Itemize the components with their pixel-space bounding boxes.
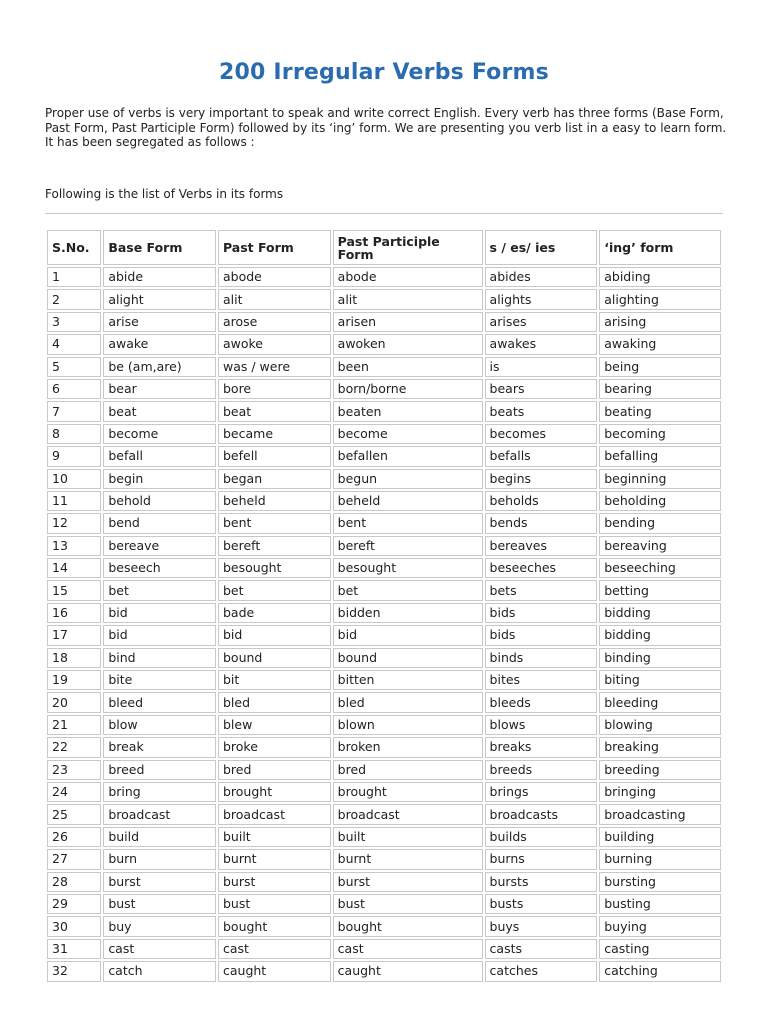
past-form-cell: abode [218,267,331,287]
past-form-cell: caught [218,961,331,981]
ing-form-cell: befalling [599,446,721,466]
header-ing-form: ‘ing’ form [599,230,721,265]
past-form-cell: beat [218,401,331,421]
past-form-cell: beheld [218,491,331,511]
past-participle-cell: arisen [333,312,483,332]
table-row [47,491,721,511]
past-participle-cell: awoken [333,334,483,354]
base-form-cell: blow [103,715,216,735]
ing-form-cell: arising [599,312,721,332]
ing-form-cell: binding [599,648,721,668]
past-participle-cell: burnt [333,849,483,869]
table-row [47,536,721,556]
verb-forms-table [45,228,723,984]
s-es-ies-cell: breaks [485,737,598,757]
past-participle-cell: built [333,827,483,847]
base-form-cell: arise [103,312,216,332]
past-form-cell: bought [218,916,331,936]
s-es-ies-cell: is [485,357,598,377]
past-form-cell: broke [218,737,331,757]
table-row [47,782,721,802]
past-form-cell: bled [218,692,331,712]
past-participle-cell: bled [333,692,483,712]
past-form-cell: bust [218,894,331,914]
table-row [47,827,721,847]
s-es-ies-cell: builds [485,827,598,847]
past-participle-cell: been [333,357,483,377]
s-es-ies-cell: bites [485,670,598,690]
serial-number-cell: 32 [47,961,101,981]
table-row [47,849,721,869]
ing-form-cell: buying [599,916,721,936]
table-row [47,625,721,645]
table-row [47,804,721,824]
base-form-cell: awake [103,334,216,354]
serial-number-cell: 23 [47,760,101,780]
past-participle-cell: begun [333,469,483,489]
past-participle-cell: burst [333,872,483,892]
s-es-ies-cell: broadcasts [485,804,598,824]
ing-form-cell: bleeding [599,692,721,712]
past-participle-cell: cast [333,939,483,959]
ing-form-cell: blowing [599,715,721,735]
past-form-cell: built [218,827,331,847]
past-form-cell: awoke [218,334,331,354]
base-form-cell: buy [103,916,216,936]
past-form-cell: blew [218,715,331,735]
s-es-ies-cell: bids [485,625,598,645]
header-past-participle: Past Participle Form [333,230,483,265]
past-form-cell: bound [218,648,331,668]
past-participle-cell: beheld [333,491,483,511]
serial-number-cell: 19 [47,670,101,690]
table-row [47,401,721,421]
past-form-cell: brought [218,782,331,802]
past-form-cell: bet [218,580,331,600]
ing-form-cell: beginning [599,469,721,489]
serial-number-cell: 8 [47,424,101,444]
table-row [47,469,721,489]
past-form-cell: was / were [218,357,331,377]
base-form-cell: bear [103,379,216,399]
ing-form-cell: bending [599,513,721,533]
header-past-form: Past Form [218,230,331,265]
s-es-ies-cell: bursts [485,872,598,892]
intro-paragraph: Proper use of verbs is very important to speak and write correct English. Every verb has three forms (Base Form, Past Form, Past Participle Form) followed by its ‘ing’ form. We are presenting you verb list in a easy to learn form. It has been segregated as follows : [45,106,727,149]
ing-form-cell: broadcasting [599,804,721,824]
base-form-cell: behold [103,491,216,511]
past-participle-cell: besought [333,558,483,578]
base-form-cell: build [103,827,216,847]
past-participle-cell: bereft [333,536,483,556]
table-row [47,379,721,399]
base-form-cell: burst [103,872,216,892]
table-row [47,267,721,287]
past-form-cell: arose [218,312,331,332]
past-participle-cell: beaten [333,401,483,421]
serial-number-cell: 25 [47,804,101,824]
past-form-cell: became [218,424,331,444]
ing-form-cell: biting [599,670,721,690]
ing-form-cell: casting [599,939,721,959]
s-es-ies-cell: befalls [485,446,598,466]
serial-number-cell: 28 [47,872,101,892]
table-row [47,916,721,936]
ing-form-cell: alighting [599,289,721,309]
serial-number-cell: 14 [47,558,101,578]
s-es-ies-cell: awakes [485,334,598,354]
past-participle-cell: bred [333,760,483,780]
ing-form-cell: becoming [599,424,721,444]
past-form-cell: bade [218,603,331,623]
base-form-cell: bleed [103,692,216,712]
ing-form-cell: breaking [599,737,721,757]
s-es-ies-cell: buys [485,916,598,936]
ing-form-cell: catching [599,961,721,981]
past-form-cell: befell [218,446,331,466]
s-es-ies-cell: bears [485,379,598,399]
serial-number-cell: 1 [47,267,101,287]
past-form-cell: bid [218,625,331,645]
base-form-cell: catch [103,961,216,981]
serial-number-cell: 12 [47,513,101,533]
serial-number-cell: 31 [47,939,101,959]
header-s-es-ies: s / es/ ies [485,230,598,265]
s-es-ies-cell: blows [485,715,598,735]
table-row [47,872,721,892]
s-es-ies-cell: beseeches [485,558,598,578]
ing-form-cell: being [599,357,721,377]
ing-form-cell: bidding [599,603,721,623]
base-form-cell: bend [103,513,216,533]
serial-number-cell: 29 [47,894,101,914]
base-form-cell: beat [103,401,216,421]
s-es-ies-cell: becomes [485,424,598,444]
past-form-cell: bereft [218,536,331,556]
table-row [47,670,721,690]
base-form-cell: become [103,424,216,444]
table-row [47,513,721,533]
past-form-cell: alit [218,289,331,309]
s-es-ies-cell: catches [485,961,598,981]
serial-number-cell: 17 [47,625,101,645]
table-row [47,357,721,377]
base-form-cell: burn [103,849,216,869]
s-es-ies-cell: arises [485,312,598,332]
serial-number-cell: 13 [47,536,101,556]
past-form-cell: began [218,469,331,489]
past-form-cell: cast [218,939,331,959]
table-row [47,939,721,959]
ing-form-cell: busting [599,894,721,914]
s-es-ies-cell: bereaves [485,536,598,556]
serial-number-cell: 21 [47,715,101,735]
s-es-ies-cell: busts [485,894,598,914]
s-es-ies-cell: brings [485,782,598,802]
past-participle-cell: bidden [333,603,483,623]
past-participle-cell: bought [333,916,483,936]
table-row [47,312,721,332]
base-form-cell: alight [103,289,216,309]
ing-form-cell: bearing [599,379,721,399]
past-participle-cell: bitten [333,670,483,690]
table-row [47,648,721,668]
serial-number-cell: 20 [47,692,101,712]
s-es-ies-cell: bets [485,580,598,600]
serial-number-cell: 27 [47,849,101,869]
past-participle-cell: befallen [333,446,483,466]
past-participle-cell: become [333,424,483,444]
base-form-cell: befall [103,446,216,466]
header-serial-number: S.No. [47,230,101,265]
ing-form-cell: betting [599,580,721,600]
base-form-cell: breed [103,760,216,780]
serial-number-cell: 22 [47,737,101,757]
s-es-ies-cell: casts [485,939,598,959]
s-es-ies-cell: alights [485,289,598,309]
past-form-cell: broadcast [218,804,331,824]
base-form-cell: beseech [103,558,216,578]
s-es-ies-cell: burns [485,849,598,869]
base-form-cell: broadcast [103,804,216,824]
base-form-cell: bite [103,670,216,690]
past-form-cell: bore [218,379,331,399]
ing-form-cell: beating [599,401,721,421]
past-participle-cell: bound [333,648,483,668]
s-es-ies-cell: breeds [485,760,598,780]
page-title: 200 Irregular Verbs Forms [219,60,549,85]
ing-form-cell: breeding [599,760,721,780]
serial-number-cell: 7 [47,401,101,421]
base-form-cell: bid [103,625,216,645]
table-row [47,334,721,354]
past-form-cell: burst [218,872,331,892]
base-form-cell: be (am,are) [103,357,216,377]
past-form-cell: bit [218,670,331,690]
serial-number-cell: 10 [47,469,101,489]
base-form-cell: bring [103,782,216,802]
base-form-cell: bust [103,894,216,914]
ing-form-cell: bidding [599,625,721,645]
s-es-ies-cell: beats [485,401,598,421]
base-form-cell: bid [103,603,216,623]
s-es-ies-cell: begins [485,469,598,489]
ing-form-cell: bringing [599,782,721,802]
past-form-cell: bred [218,760,331,780]
table-body [47,267,721,982]
serial-number-cell: 9 [47,446,101,466]
ing-form-cell: building [599,827,721,847]
s-es-ies-cell: bleeds [485,692,598,712]
past-participle-cell: bent [333,513,483,533]
serial-number-cell: 24 [47,782,101,802]
s-es-ies-cell: abides [485,267,598,287]
serial-number-cell: 16 [47,603,101,623]
past-form-cell: besought [218,558,331,578]
table-row [47,580,721,600]
serial-number-cell: 2 [47,289,101,309]
s-es-ies-cell: beholds [485,491,598,511]
serial-number-cell: 5 [47,357,101,377]
past-participle-cell: abode [333,267,483,287]
serial-number-cell: 18 [47,648,101,668]
table-row [47,715,721,735]
past-form-cell: burnt [218,849,331,869]
serial-number-cell: 4 [47,334,101,354]
past-participle-cell: alit [333,289,483,309]
table-row [47,558,721,578]
table-row [47,961,721,981]
past-participle-cell: caught [333,961,483,981]
base-form-cell: abide [103,267,216,287]
list-caption: Following is the list of Verbs in its forms [45,187,284,201]
serial-number-cell: 15 [47,580,101,600]
ing-form-cell: awaking [599,334,721,354]
s-es-ies-cell: binds [485,648,598,668]
table-row [47,692,721,712]
base-form-cell: bind [103,648,216,668]
ing-form-cell: beseeching [599,558,721,578]
past-participle-cell: broadcast [333,804,483,824]
base-form-cell: begin [103,469,216,489]
base-form-cell: bereave [103,536,216,556]
past-participle-cell: blown [333,715,483,735]
past-participle-cell: brought [333,782,483,802]
s-es-ies-cell: bids [485,603,598,623]
table-row [47,737,721,757]
table-row [47,603,721,623]
header-base-form: Base Form [103,230,216,265]
table-row [47,424,721,444]
table-row [47,760,721,780]
base-form-cell: cast [103,939,216,959]
past-participle-cell: bid [333,625,483,645]
serial-number-cell: 26 [47,827,101,847]
serial-number-cell: 11 [47,491,101,511]
ing-form-cell: bursting [599,872,721,892]
serial-number-cell: 30 [47,916,101,936]
serial-number-cell: 3 [47,312,101,332]
past-form-cell: bent [218,513,331,533]
past-participle-cell: broken [333,737,483,757]
base-form-cell: break [103,737,216,757]
table-row [47,894,721,914]
ing-form-cell: burning [599,849,721,869]
ing-form-cell: beholding [599,491,721,511]
past-participle-cell: bet [333,580,483,600]
base-form-cell: bet [103,580,216,600]
horizontal-divider [45,213,723,214]
ing-form-cell: bereaving [599,536,721,556]
past-participle-cell: born/borne [333,379,483,399]
table-row [47,289,721,309]
ing-form-cell: abiding [599,267,721,287]
past-participle-cell: bust [333,894,483,914]
serial-number-cell: 6 [47,379,101,399]
table-row [47,446,721,466]
table-header-row [47,230,721,265]
s-es-ies-cell: bends [485,513,598,533]
